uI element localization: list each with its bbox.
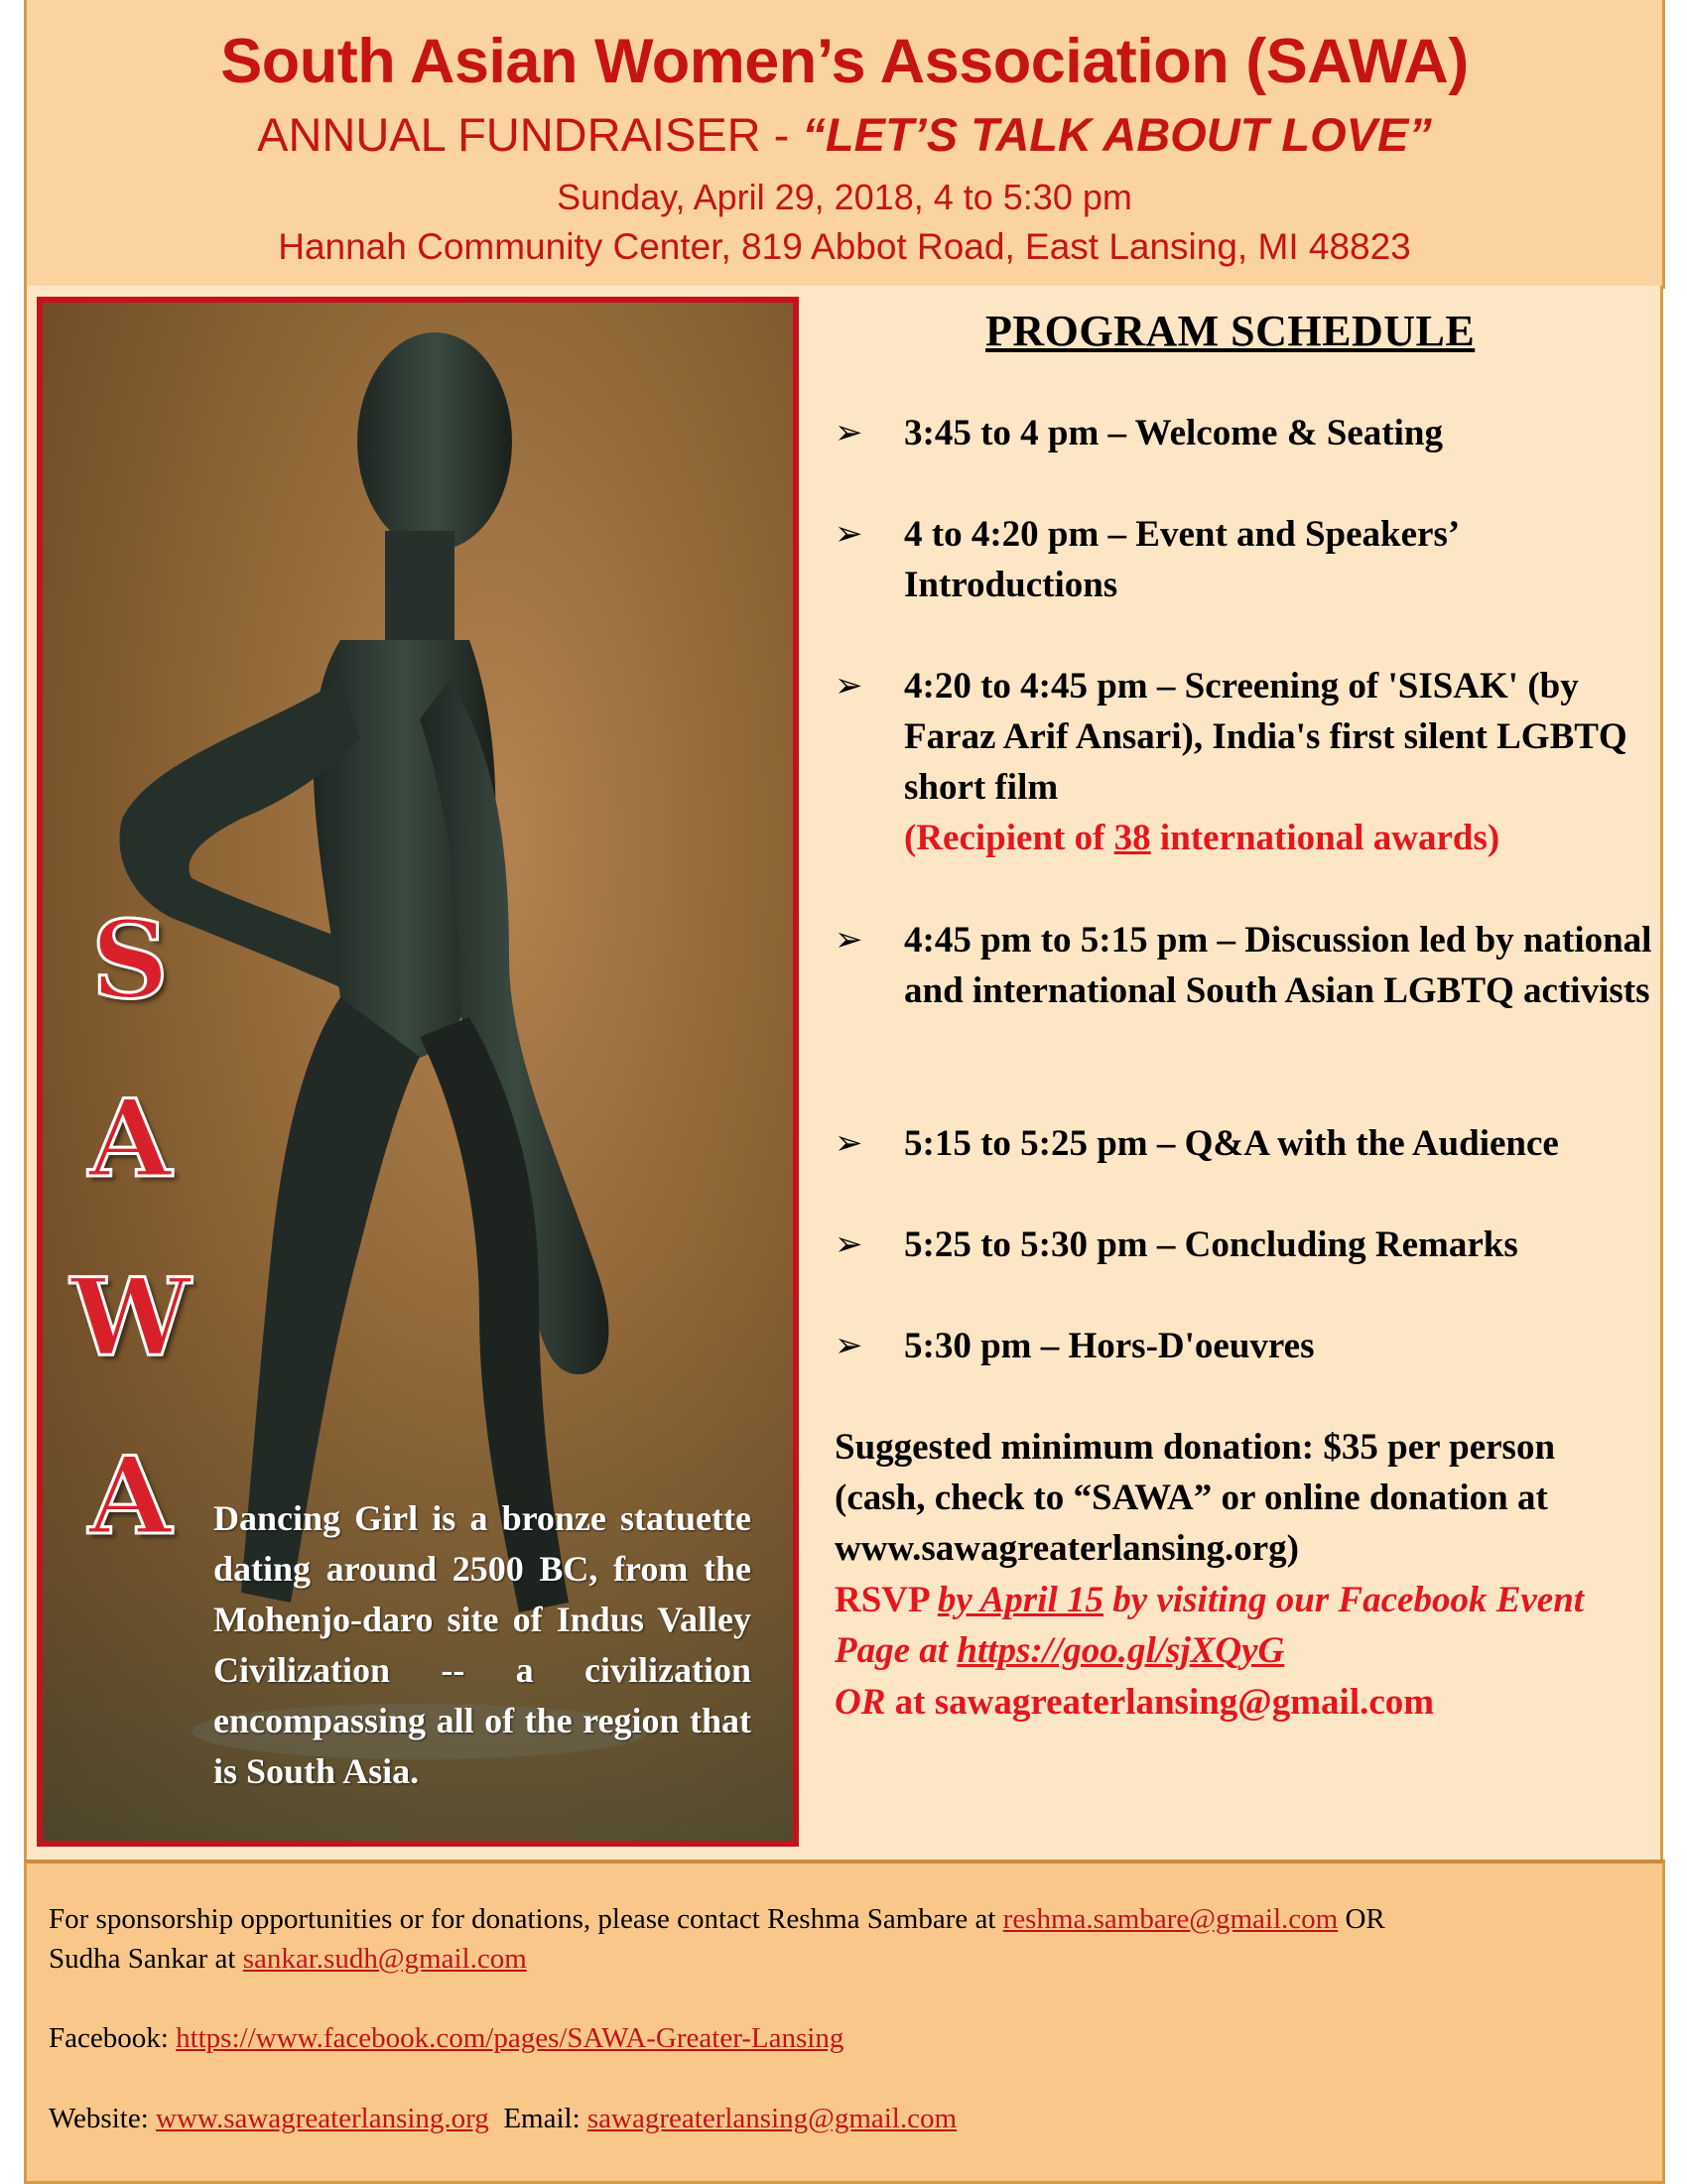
event-venue: Hannah Community Center, 819 Abbot Road, East Lansing, MI 48823 xyxy=(278,226,1411,267)
schedule-item: ➢ 5:25 to 5:30 pm – Concluding Remarks xyxy=(835,1220,1658,1270)
facebook-line: Facebook: https://www.facebook.com/pages/SAWA-Greater-Lansing xyxy=(49,2022,844,2054)
bullet-arrow-icon: ➢ xyxy=(835,920,863,960)
bullet-arrow-icon: ➢ xyxy=(835,413,863,452)
rsvp-email-note: OR at sawagreaterlansing@gmail.com xyxy=(835,1682,1435,1723)
facebook-page-link[interactable]: https://www.facebook.com/pages/SAWA-Greater-Lansing xyxy=(176,2022,844,2054)
reshma-email-link[interactable]: reshma.sambare@gmail.com xyxy=(1002,1903,1339,1935)
event-organizer-title: South Asian Women’s Association (SAWA) xyxy=(220,27,1469,96)
bullet-arrow-icon: ➢ xyxy=(835,1123,863,1163)
flyer xyxy=(24,0,1663,2179)
sawa-letter-a-2: A xyxy=(88,1434,172,1559)
sawa-letter-a: A xyxy=(88,1077,172,1202)
event-theme: “LET’S TALK ABOUT LOVE” xyxy=(802,108,1432,161)
schedule-title: PROGRAM SCHEDULE xyxy=(985,307,1476,355)
sawa-letter-s: S xyxy=(91,898,169,1023)
bullet-arrow-icon: ➢ xyxy=(835,1224,863,1264)
dancing-girl-photo xyxy=(37,297,799,1847)
awards-count: 38 xyxy=(1113,818,1151,858)
bullet-arrow-icon: ➢ xyxy=(835,514,863,554)
event-subtitle: ANNUAL FUNDRAISER - “LET’S TALK ABOUT LOVE” xyxy=(257,108,1432,161)
schedule-item: ➢ 4:20 to 4:45 pm – Screening of 'SISAK' (by Faraz Arif Ansari), India's first silent LGBTQ short film (Recipient of 38 international awards) xyxy=(835,661,1658,863)
sponsorship-line: For sponsorship opportunities or for donations, please contact Reshma Sambare at reshma.sambare@gmail.com OR xyxy=(49,1903,1385,1935)
bullet-arrow-icon: ➢ xyxy=(835,1326,863,1365)
schedule-item: ➢ 4:45 pm to 5:15 pm – Discussion led by national and international South Asian LGBTQ activists xyxy=(835,915,1658,1016)
event-date-time: Sunday, April 29, 2018, 4 to 5:30 pm xyxy=(557,177,1132,217)
bullet-arrow-icon: ➢ xyxy=(835,666,863,706)
schedule-item: ➢ 5:30 pm – Hors-D'oeuvres xyxy=(835,1321,1658,1371)
rsvp-deadline: by April 15 xyxy=(937,1580,1104,1620)
schedule-item: ➢ 3:45 to 4 pm – Welcome & Seating xyxy=(835,408,1658,458)
sponsorship-line-2: Sudha Sankar at sankar.sudh@gmail.com xyxy=(49,1943,527,1975)
website-email-line: Website: www.sawagreaterlansing.org Email: sawagreaterlansing@gmail.com xyxy=(49,2103,958,2134)
donation-note: Suggested minimum donation: $35 per person (cash, check to “SAWA” or online donation at www.sawagreaterlansing.org) xyxy=(835,1427,1556,1569)
schedule-item: ➢ 5:15 to 5:25 pm – Q&A with the Audience xyxy=(835,1118,1658,1169)
sawa-letter-w: W xyxy=(70,1255,192,1380)
website-link[interactable]: www.sawagreaterlansing.org xyxy=(156,2103,489,2134)
sudha-email-link[interactable]: sankar.sudh@gmail.com xyxy=(242,1943,527,1975)
main-content xyxy=(24,286,1663,1860)
header-banner xyxy=(24,0,1665,289)
email-link[interactable]: sawagreaterlansing@gmail.com xyxy=(586,2103,958,2134)
schedule-item: ➢ 4 to 4:20 pm – Event and Speakers’ Introductions xyxy=(835,509,1658,610)
photo-caption: Dancing Girl is a bronze statuette dating around 2500 BC, from the Mohenjo-daro site of Indus Valley Civilization -- a civilization encompassing all of the region that is South Asia. xyxy=(213,1498,751,1791)
rsvp-note: RSVP by April 15 by visiting our Facebook Event Page at https://goo.gl/sjXQyG xyxy=(835,1580,1585,1671)
awards-note: (Recipient of 38 international awards) xyxy=(904,818,1500,858)
footer-contact xyxy=(24,1860,1665,2184)
rsvp-facebook-link[interactable]: https://goo.gl/sjXQyG xyxy=(957,1630,1285,1671)
